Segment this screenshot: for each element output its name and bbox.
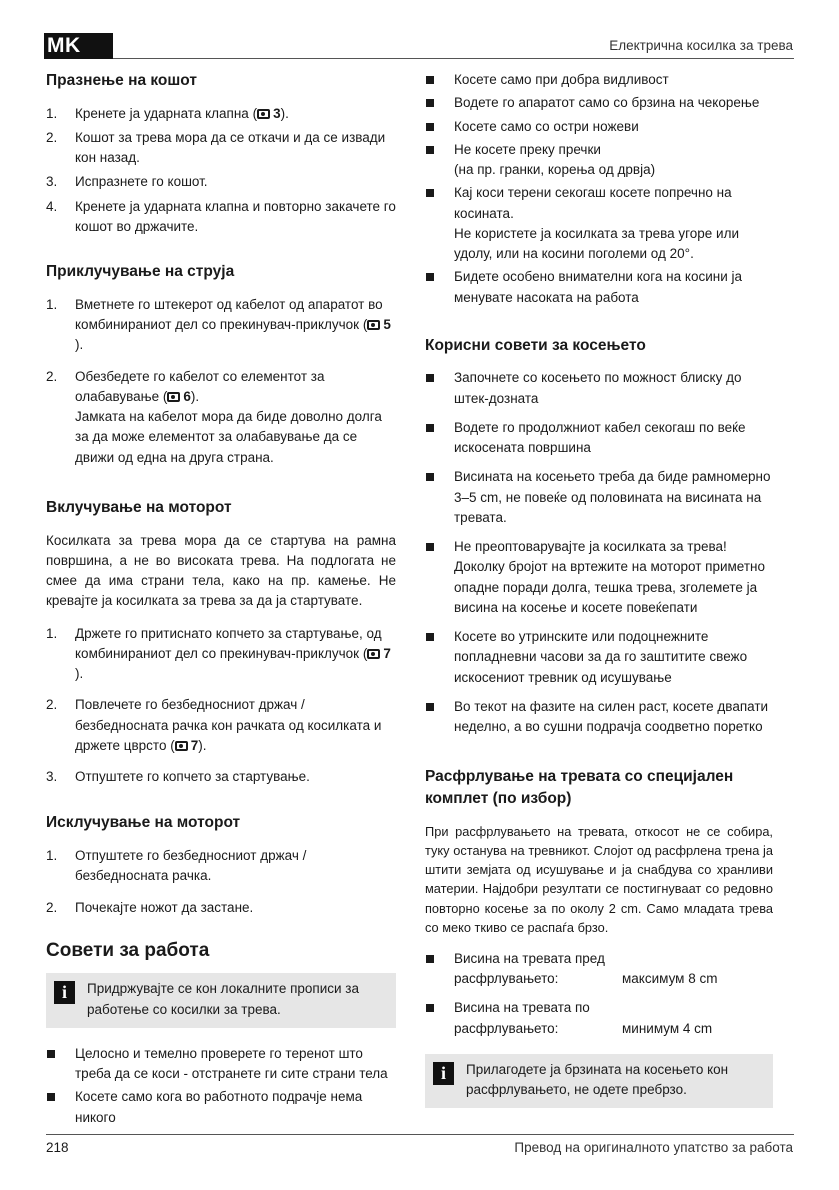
step-text-part: Вметнете го штекерот од кабелот од апаратот во комбинираниот дел со прекинувач-приклучок ( <box>75 296 383 333</box>
left-column <box>46 70 396 1131</box>
bullet-icon <box>425 368 454 409</box>
bullet-icon <box>425 418 454 459</box>
list-item <box>425 267 773 308</box>
bullet-icon <box>425 998 454 1039</box>
step-number: 1. <box>46 848 58 863</box>
step-number: 4. <box>46 198 58 214</box>
list-item <box>46 846 396 887</box>
bullet-text: Косете само при добра видливост <box>454 72 669 87</box>
section-heading-stop: Исклучување на моторот <box>46 814 241 832</box>
list-item <box>425 93 773 113</box>
height-label: расфрлувањето: <box>454 971 559 987</box>
step-text-part: ). <box>75 666 84 682</box>
right-column <box>425 70 773 1124</box>
bullet-text-line: Не косете преку пречки <box>454 141 601 157</box>
bullet-text: Целосно и темелно проверете го теренот што треба да се коси - отстранете ги сите страни тела <box>75 1045 388 1082</box>
figure-number: 3 <box>273 105 281 121</box>
list-item <box>46 695 396 756</box>
page-number: 218 <box>46 1140 69 1155</box>
info-icon: i <box>433 1062 454 1085</box>
height-label: Висина на тревата по <box>454 1000 590 1016</box>
bullet-icon <box>425 93 454 113</box>
section-heading-useful-tips: Корисни совети за косењето <box>425 336 646 354</box>
figure-ref <box>175 736 199 756</box>
info-icon: i <box>54 981 75 1004</box>
list-item <box>425 467 773 528</box>
figure-ref <box>367 644 391 664</box>
emptying-steps <box>46 104 396 238</box>
figure-ref <box>257 104 281 124</box>
footer-text: Превод на оригиналното упатство за работа <box>514 1140 793 1155</box>
step-text: Испразнете го кошот. <box>75 174 208 190</box>
language-badge: MK <box>44 33 113 59</box>
step-number: 3. <box>46 769 58 785</box>
step-text-part: Кренете ја ударната клапна ( <box>75 105 258 121</box>
bullet-text: Косете само со остри ножеви <box>454 118 639 134</box>
tips-bullets <box>46 1044 396 1128</box>
figure-number: 7 <box>190 737 199 753</box>
start-steps <box>46 624 396 788</box>
height-row <box>454 969 773 989</box>
step-text <box>75 295 396 356</box>
list-item <box>46 104 396 124</box>
list-item <box>46 367 396 468</box>
bullet-text <box>454 140 773 181</box>
figure-number: 6 <box>183 388 191 404</box>
bullet-icon <box>46 1044 75 1085</box>
bullet-icon <box>425 627 454 688</box>
height-row <box>454 1019 773 1039</box>
height-value: максимум 8 cm <box>622 971 718 987</box>
list-item <box>46 767 396 787</box>
step-text-part: ). <box>198 737 207 753</box>
list-item <box>425 70 773 90</box>
bullet-text: Не преоптоварувајте ја косилката за трева! Доколку бројот на вртежите на моторот приметно опадне поради долга, тешка трева, зголемете ја висина на косење и косете повеќепати <box>454 539 765 615</box>
figure-number: 5 <box>383 317 391 333</box>
bullet-icon <box>425 267 454 308</box>
start-paragraph: Косилката за трева мора да се стартува на рамна површина, а не во високата трева. На подлогата не смее да има страни тела, како на пр. камење. Не кревајте ја косилката за трева за да ја стартувате. <box>46 532 396 609</box>
list-item <box>46 1087 396 1128</box>
step-number: 1. <box>46 625 58 641</box>
list-item <box>425 368 773 409</box>
step-text: Кренете ја ударната клапна и повторно закачете го кошот во држачите. <box>75 198 396 234</box>
list-item <box>425 627 773 688</box>
list-item <box>46 295 396 356</box>
bullet-icon <box>425 537 454 618</box>
figure-ref <box>367 315 391 335</box>
step-number: 3. <box>46 174 58 190</box>
list-item <box>425 183 773 264</box>
list-item <box>425 949 773 990</box>
camera-icon <box>175 741 188 751</box>
step-text-part: Повлечете го безбедносниот држач / безбедносната рачка кон рачката од косилката и држете цврсто ( <box>75 697 382 753</box>
step-number: 1. <box>46 105 58 121</box>
bullet-icon <box>425 949 454 990</box>
step-text-part: ). <box>190 388 200 404</box>
list-item <box>46 624 396 685</box>
step-number: 2. <box>46 697 58 713</box>
note-text: Прилагодете ја брзината на косењето кон расфрлувањето, не одете пребрзо. <box>466 1061 729 1098</box>
height-label: расфрлувањето: <box>454 1020 559 1036</box>
section-heading-emptying: Празнење на кошот <box>46 72 197 89</box>
bullet-text: Висината на косењето треба да биде рамномерно 3–5 cm, не повеќе од половината на висината на тревата. <box>454 469 771 525</box>
step-text-part: ). <box>75 337 84 353</box>
section-heading-start: Вклучување на моторот <box>46 498 232 516</box>
bullet-text <box>454 949 773 990</box>
section-heading-power: Приклучување на струја <box>46 263 235 281</box>
figure-ref <box>167 387 191 407</box>
section-heading-mulching: Расфрлување на тревата со специјален комплет (по избор) <box>425 768 734 808</box>
height-label: Висина на тревата пред <box>454 950 605 966</box>
step-text <box>75 367 396 468</box>
list-item <box>425 998 773 1039</box>
info-note <box>425 1054 773 1109</box>
step-text-part: Јамката на кабелот мора да биде доволно долга за да може елементот за олабавување да се движи од една на друга страна. <box>75 409 382 465</box>
list-item <box>425 697 773 738</box>
step-text <box>75 104 396 124</box>
list-item <box>425 117 773 137</box>
step-text: Кошот за трева мора да се откачи и да се извади кон назад. <box>75 129 386 166</box>
camera-icon <box>167 392 180 402</box>
list-item <box>425 537 773 618</box>
bullet-text: Косете во утринските или подоцнежните попладневни часови за да го заштитите свежо искосениот тревник од исушување <box>454 629 748 685</box>
info-note <box>46 973 396 1028</box>
bullet-text <box>454 998 773 1039</box>
safety-bullets <box>425 70 773 308</box>
camera-icon <box>367 649 380 659</box>
step-text <box>75 695 396 756</box>
list-item <box>46 172 396 192</box>
figure-number: 7 <box>383 645 391 661</box>
bullet-text: Бидете особено внимателни кога на косини ја менувате насоката на работа <box>454 269 743 305</box>
bullet-icon <box>425 140 454 181</box>
list-item <box>46 128 396 169</box>
bullet-icon <box>425 70 454 90</box>
bullet-icon <box>425 697 454 738</box>
bullet-icon <box>425 467 454 528</box>
step-number: 2. <box>46 899 58 915</box>
mulching-paragraph: При расфрлувањето на тревата, откосот не се собира, туку останува на тревникот. Слојот од расфрлена трена ја штити земјата од исушување и ја снабдува со хранливи материи. Најдобри резултати се постигнуваат со редовно повторно косење за по околу 2 cm. Само младата трева со меко ткиво се распаѓа брзо. <box>425 823 773 935</box>
step-text: Отпуштете го безбедносниот држач / безбедносната рачка. <box>75 848 307 884</box>
bullet-text-line: Кај коси терени секогаш косете попречно на косината. <box>454 185 732 221</box>
stop-steps <box>46 846 396 918</box>
list-item <box>46 1044 396 1085</box>
bullet-icon <box>425 117 454 137</box>
bullet-text: Водете го апаратот само со брзина на чекорење <box>454 95 760 111</box>
step-number: 2. <box>46 129 58 145</box>
running-header-title: Електрична косилка за трева <box>609 38 793 53</box>
bullet-text: Водете го продолжниот кабел секогаш по веќе искосената површина <box>454 419 746 456</box>
note-text: Придржувајте се кон локалните прописи за работење со косилки за трева. <box>87 981 359 1017</box>
bullet-text-line: (на пр. гранки, корења од дрвја) <box>454 162 656 177</box>
power-steps <box>46 295 396 468</box>
footer-rule <box>46 1134 794 1135</box>
bullet-text: Косете само кога во работното подрачје нема никого <box>75 1089 363 1125</box>
step-text: Отпуштете го копчето за стартување. <box>75 769 310 785</box>
step-text-part: ). <box>280 105 289 121</box>
height-value: минимум 4 cm <box>622 1020 713 1036</box>
step-number: 1. <box>46 296 58 312</box>
step-text-part: Обезбедете го кабелот со елементот за олабавување ( <box>75 368 325 404</box>
mulching-heights <box>425 949 773 1039</box>
bullet-icon <box>46 1087 75 1128</box>
useful-tips-bullets <box>425 368 773 737</box>
camera-icon <box>257 109 270 119</box>
header-rule <box>113 58 794 59</box>
bullet-text: Во текот на фазите на силен раст, косете двапати неделно, а во сушни подрачја соодветно поретко <box>454 698 769 735</box>
bullet-icon <box>425 183 454 264</box>
bullet-text-line: Не користете ја косилката за трева угоре или удолу, или на косини поголеми од 20°. <box>454 225 739 261</box>
bullet-text: Започнете со косењето по можност блиску до штек-дозната <box>454 370 742 406</box>
step-text <box>75 624 396 685</box>
step-text-part: Држете го притиснато копчето за стартување, од комбинираниот дел со прекинувач-приклучок ( <box>75 625 382 661</box>
list-item <box>425 418 773 459</box>
list-item <box>46 898 396 918</box>
bullet-text <box>454 183 773 264</box>
step-number: 2. <box>46 368 58 384</box>
section-heading-tips: Совети за работа <box>46 939 210 961</box>
camera-icon <box>367 320 380 330</box>
list-item <box>46 197 396 238</box>
list-item <box>425 140 773 181</box>
step-text: Почекајте ножот да застане. <box>75 899 254 915</box>
